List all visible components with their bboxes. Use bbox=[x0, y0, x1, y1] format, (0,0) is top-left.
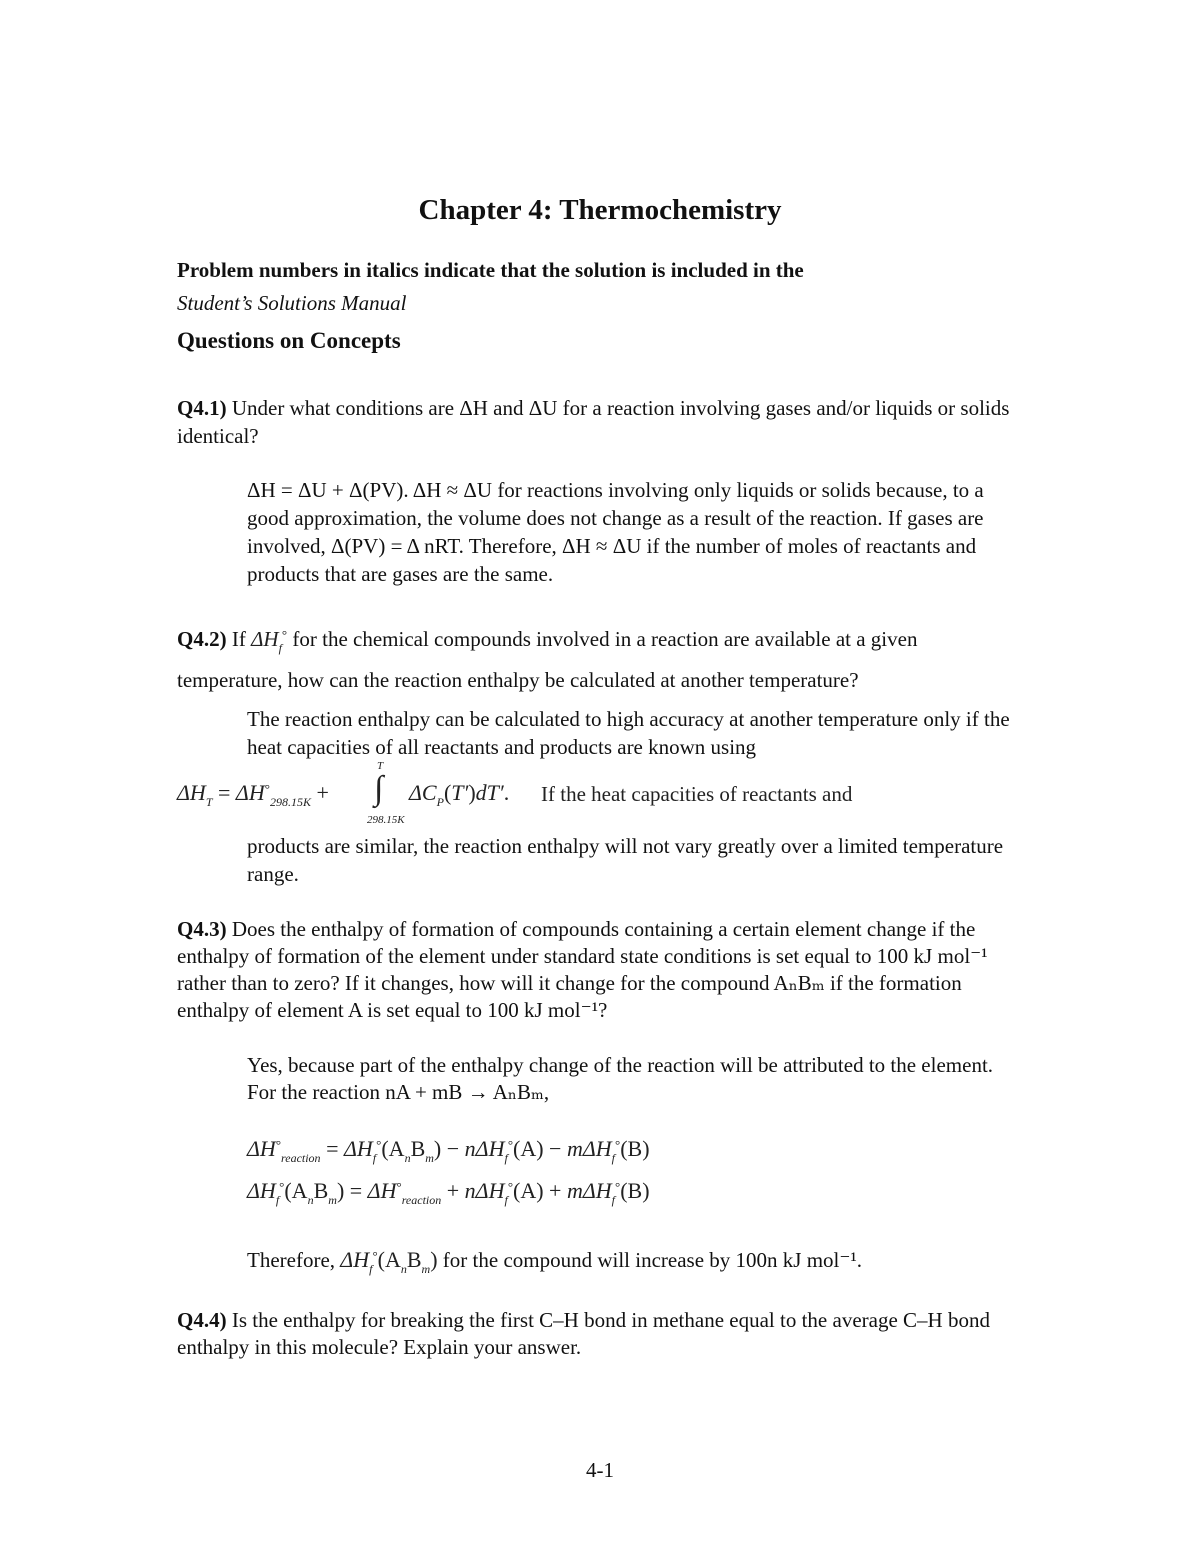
question-4-4 bbox=[177, 1307, 1027, 1361]
intro-note bbox=[177, 254, 1057, 320]
question-text-b: for the chemical compounds involved in a reaction are available at a given temperature, how can the reaction enthalpy be calculated at another temperature? bbox=[177, 627, 918, 692]
section-heading: Questions on Concepts bbox=[177, 328, 401, 353]
question-number: Q4.1) bbox=[177, 396, 227, 420]
reaction-enthalpy-equation-1: $\Delta H^\circ_{reaction} = \Delta H_f^\circ(A_nB_m) - n\Delta H_f^\circ(A) - m\Delta H_f^\circ(B)$ bbox=[247, 1136, 650, 1165]
page-number: 4-1 bbox=[586, 1458, 614, 1482]
answer-4-3-conclusion bbox=[247, 1242, 1027, 1283]
question-text: Does the enthalpy of formation of compounds containing a certain element change if the enthalpy of formation of the element under standard state conditions is set equal to 100 kJ mol⁻¹ rather than to zero? If it changes, how will it change for the compound AₙBₘ if the formation enthalpy of element A is set equal to 100 kJ mol⁻¹? bbox=[177, 917, 988, 1022]
question-4-3 bbox=[177, 916, 1027, 1024]
question-4-1 bbox=[177, 394, 1027, 450]
intro-manual-name: Student’s Solutions Manual bbox=[177, 291, 407, 315]
therefore-label: Therefore, bbox=[247, 1248, 336, 1272]
therefore-text: for the compound will increase by 100n kJ mol⁻¹. bbox=[442, 1248, 863, 1272]
question-number: Q4.2) bbox=[177, 627, 227, 651]
formula-delta-h-f: $\Delta H_f^\circ$ bbox=[251, 627, 288, 655]
question-4-2 bbox=[177, 619, 1027, 696]
reaction-enthalpy-equation-2: $\Delta H_f^\circ(A_nB_m) = \Delta H^\circ_{reaction} + n\Delta H_f^\circ(A) + m\Delta H_f^\circ(B)$ bbox=[247, 1178, 650, 1207]
question-text: Is the enthalpy for breaking the first C–H bond in methane equal to the average C–H bond enthalpy in this molecule? Explain your answer. bbox=[177, 1308, 990, 1359]
formula-delta-h-f-anbm: $\Delta H_f^\circ(A_nB_m)$ bbox=[340, 1247, 438, 1276]
question-text: Under what conditions are ΔH and ΔU for a reaction involving gases and/or liquids or solids identical? bbox=[177, 396, 1010, 448]
page-title: Chapter 4: Thermochemistry bbox=[418, 194, 782, 226]
answer-inline-text: If the heat capacities of reactants and bbox=[541, 782, 853, 806]
enthalpy-integral-equation: $\Delta H_T = \Delta H^\circ_{298.15K}$ + T ∫ 298.15K $\Delta C_P(T')dT'$. If the heat capacities of reactants and bbox=[177, 760, 853, 826]
question-number: Q4.4) bbox=[177, 1308, 227, 1332]
question-text-a: If bbox=[231, 627, 246, 651]
answer-4-2-b: products are similar, the reaction enthalpy will not vary greatly over a limited temperature range. bbox=[247, 834, 1004, 886]
answer-4-3-a: Yes, because part of the enthalpy change of the reaction will be attributed to the element. For the reaction nA + mB → AₙBₘ, bbox=[247, 1053, 994, 1104]
intro-line: Problem numbers in italics indicate that the solution is included in the bbox=[177, 258, 804, 282]
answer-4-1: ΔH = ΔU + Δ(PV). ΔH ≈ ΔU for reactions involving only liquids or solids because, to a good approximation, the volume does not change as a result of the reaction. If gases are involved, Δ(PV) = Δ nRT. Therefore, ΔH ≈ ΔU if the number of moles of reactants and products that are gases are the same. bbox=[247, 478, 984, 586]
answer-4-2-a: The reaction enthalpy can be calculated to high accuracy at another temperature only if the heat capacities of all reactants and products are known using bbox=[247, 707, 1010, 759]
question-number: Q4.3) bbox=[177, 917, 227, 941]
